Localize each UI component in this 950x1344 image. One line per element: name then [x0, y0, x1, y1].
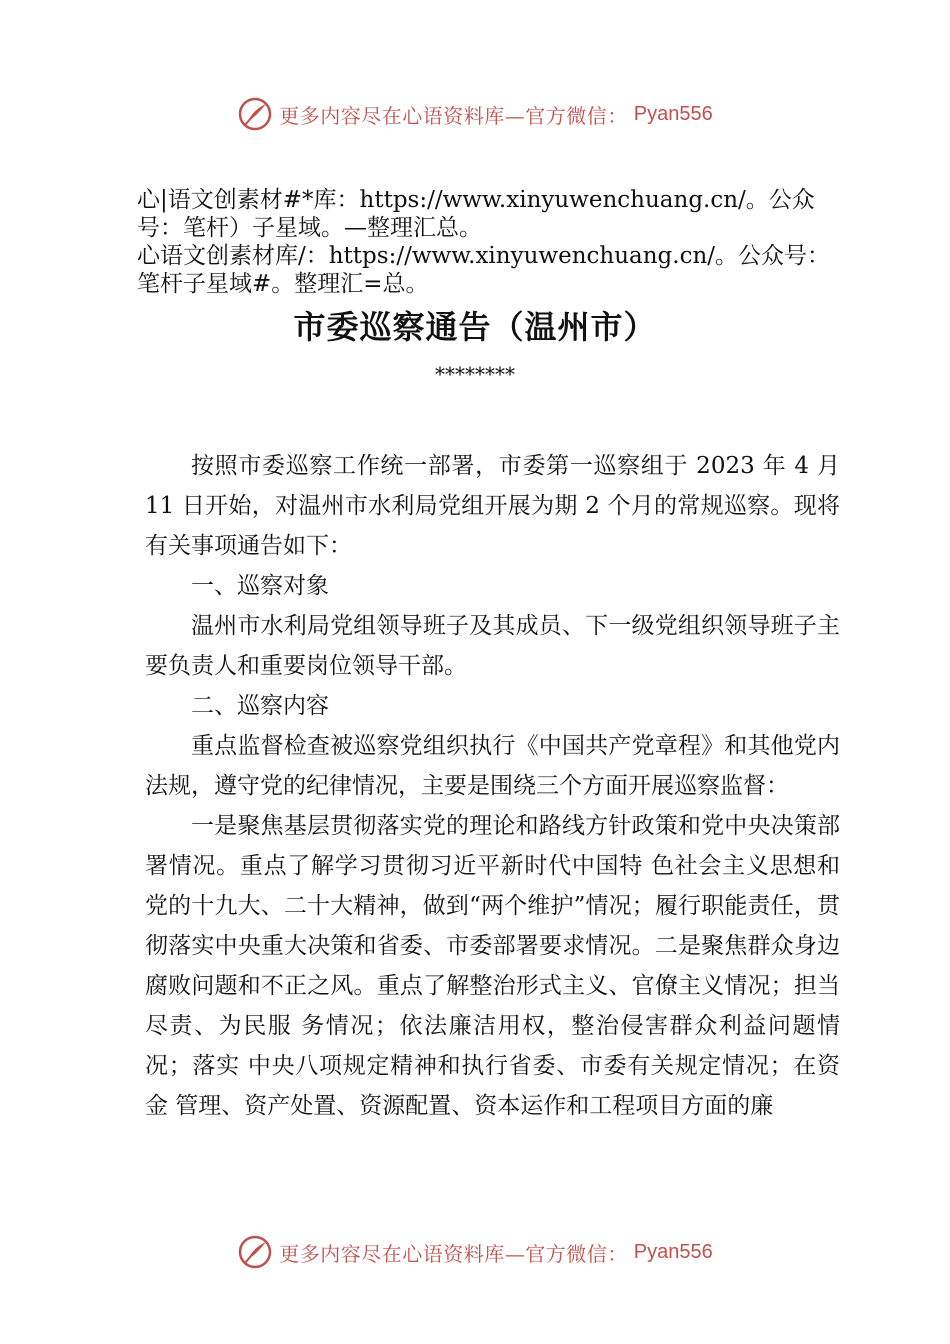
- paragraph-content-detail: 一是聚焦基层贯彻落实党的理论和路线方针政策和党中央决策部署情况。重点了解学习贯彻习近平新时代中国特 色社会主义思想和党的十九大、二十大精神，做到“两个维护”情况；履行职能责任，贯彻落实中央重大决策和省委、市委部署要求情况。二是聚焦群众身边腐败问题和不正之风。重点了解整治形式主义、官僚主义情况；担当尽责、为民服 务情况；依法廉洁用权，整治侵害群众利益问题情况；落实 中央八项规定精神和执行省委、市委有关规定情况；在资金 管理、资产处置、资源配置、资本运作和工程项目方面的廉: [145, 813, 840, 1119]
- banner-text: 更多内容尽在心语资料库—官方微信：: [279, 103, 628, 128]
- document-title: 市委巡察通告（温州市）: [293, 308, 657, 346]
- section-heading-2: 二、巡察内容: [191, 693, 329, 719]
- header-line: 心|语文创素材#*库：https://www.xinyuwenchuang.cn/。公众: [137, 187, 815, 213]
- feather-pen-logo-icon: [237, 96, 273, 132]
- banner-text: 更多内容尽在心语资料库—官方微信：: [279, 1241, 628, 1266]
- watermark-banner-top: [0, 94, 950, 134]
- banner-wechat-id: Pyan556: [633, 102, 713, 125]
- feather-pen-logo-icon: [237, 1234, 273, 1270]
- author-placeholder: ********: [435, 362, 515, 386]
- banner-wechat-id: Pyan556: [633, 1240, 713, 1263]
- paragraph-target: 温州市水利局党组领导班子及其成员、下一级党组织领导班子主要负责人和重要岗位领导干部。: [145, 613, 840, 679]
- paragraph-content-overview: 重点监督检查被巡察党组织执行《中国共产党章程》和其他党内法规，遵守党的纪律情况，主要是围绕三个方面开展巡察监督：: [145, 733, 840, 799]
- header-line: 号：笔杆）子星域。—整理汇总。: [137, 215, 482, 241]
- paragraph-intro: 按照市委巡察工作统一部署，市委第一巡察组于 2023 年 4 月 11 日开始，对温州市水利局党组开展为期 2 个月的常规巡察。现将有关事项通告如下：: [145, 453, 840, 559]
- header-line: 心语文创素材库/：https://www.xinyuwenchuang.cn/。公众号：: [137, 243, 831, 269]
- header-line: 笔杆子星域#。整理汇=总。: [137, 271, 429, 297]
- source-header: [137, 186, 857, 298]
- document-body: [145, 446, 840, 1126]
- section-heading-1: 一、巡察对象: [191, 573, 329, 599]
- watermark-banner-bottom: [0, 1232, 950, 1272]
